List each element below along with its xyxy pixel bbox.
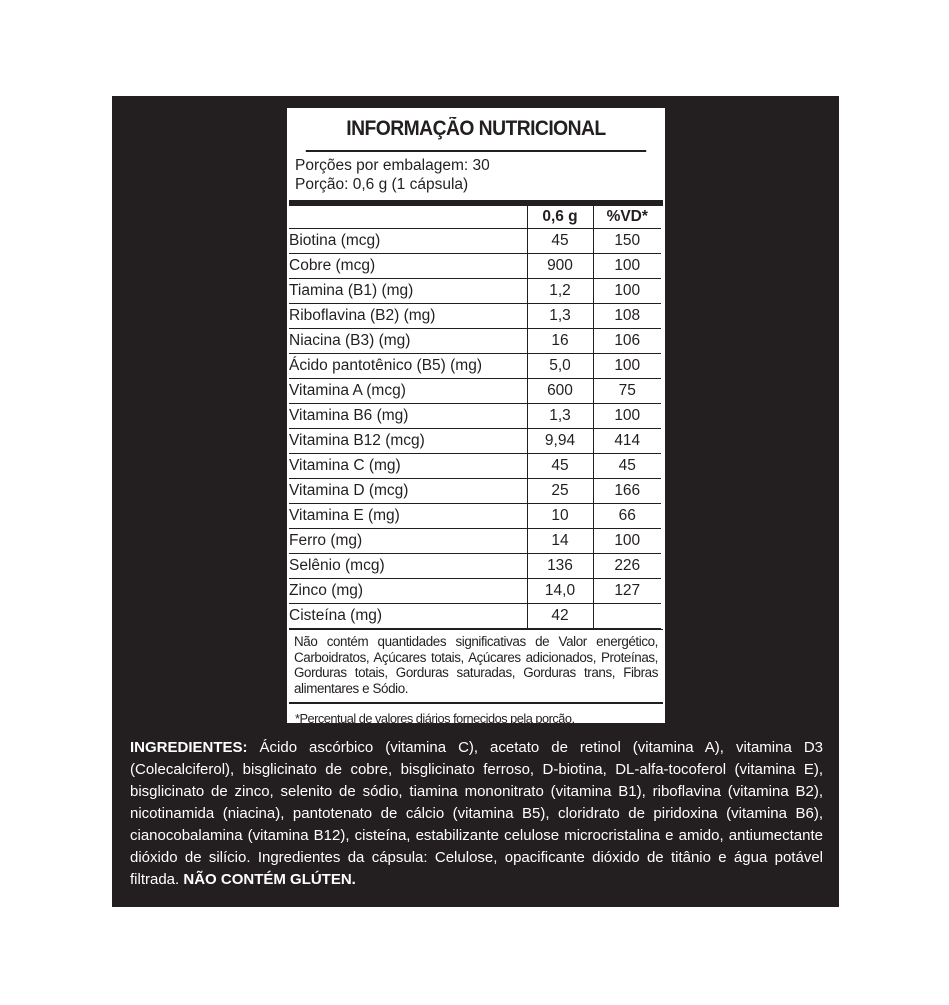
table-row bbox=[289, 554, 661, 579]
nutrient-name: Vitamina B6 (mg) bbox=[289, 404, 527, 429]
nutrient-daily-value: 166 bbox=[593, 479, 661, 504]
nutrient-amount: 14,0 bbox=[527, 579, 593, 604]
nutrient-daily-value: 127 bbox=[593, 579, 661, 604]
table-row bbox=[289, 329, 661, 354]
ingredients-heading: INGREDIENTES: bbox=[130, 739, 248, 756]
nutrient-daily-value: 100 bbox=[593, 354, 661, 379]
nutrient-daily-value: 108 bbox=[593, 304, 661, 329]
ingredients-list: Ácido ascórbico (vitamina C), acetato de retinol (vitamina A), vitamina D3 (Colecalciferol), bisglicinato de cobre, bisglicinato ferroso, D-biotina, DL-alfa-tocoferol (vitamina E), bisglicinato de zinco, selenito de sódio, tiamina mononitrato (vitamina B1), riboflavina (vitamina B2), nicotinamida (niacina), pantotenato de cálcio (vitamina B5), cloridrato de piridoxina (vitamina B6), cianocobalamina (vitamina B12), cisteína, estabilizante celulose microcristalina e amido, antiumectante dióxido de silício. Ingredientes da cápsula: Celulose, opacificante dióxido de titânio e água potável filtrada. bbox=[130, 739, 823, 888]
nutrient-amount: 1,2 bbox=[527, 279, 593, 304]
daily-value-footnote: *Percentual de valores diários fornecidos pela porção. bbox=[295, 711, 575, 726]
nutrient-daily-value: 100 bbox=[593, 254, 661, 279]
serving-size: Porção: 0,6 g (1 cápsula) bbox=[295, 176, 469, 193]
nutrition-table bbox=[289, 206, 661, 629]
nutrient-amount: 900 bbox=[527, 254, 593, 279]
label-title: INFORMAÇÃO NUTRICIONAL bbox=[306, 108, 646, 152]
table-row bbox=[289, 604, 661, 629]
nutrient-name: Vitamina C (mg) bbox=[289, 454, 527, 479]
nutrient-amount: 1,3 bbox=[527, 304, 593, 329]
gluten-warning: NÃO CONTÉM GLÚTEN. bbox=[183, 871, 356, 888]
nutrient-daily-value: 150 bbox=[593, 229, 661, 254]
nutrient-name: Vitamina A (mcg) bbox=[289, 379, 527, 404]
table-row bbox=[289, 304, 661, 329]
nutrient-amount: 14 bbox=[527, 529, 593, 554]
column-header-daily-value: %VD* bbox=[593, 206, 661, 229]
nutrient-name: Vitamina D (mcg) bbox=[289, 479, 527, 504]
nutrient-amount: 42 bbox=[527, 604, 593, 629]
table-row bbox=[289, 529, 661, 554]
table-header-row bbox=[289, 206, 661, 229]
nutrient-name: Zinco (mg) bbox=[289, 579, 527, 604]
nutrient-name: Niacina (B3) (mg) bbox=[289, 329, 527, 354]
nutrient-name: Ácido pantotênico (B5) (mg) bbox=[289, 354, 527, 379]
table-row bbox=[289, 229, 661, 254]
table-row bbox=[289, 379, 661, 404]
nutrient-amount: 9,94 bbox=[527, 429, 593, 454]
nutrient-daily-value: 100 bbox=[593, 404, 661, 429]
nutrient-amount: 16 bbox=[527, 329, 593, 354]
nutrient-daily-value: 414 bbox=[593, 429, 661, 454]
nutrient-name: Riboflavina (B2) (mg) bbox=[289, 304, 527, 329]
nutrient-name: Ferro (mg) bbox=[289, 529, 527, 554]
nutrient-amount: 5,0 bbox=[527, 354, 593, 379]
table-row bbox=[289, 579, 661, 604]
nutrient-name: Tiamina (B1) (mg) bbox=[289, 279, 527, 304]
nutrient-name: Cobre (mcg) bbox=[289, 254, 527, 279]
table-row bbox=[289, 454, 661, 479]
nutrient-amount: 25 bbox=[527, 479, 593, 504]
table-row bbox=[289, 404, 661, 429]
table-row bbox=[289, 354, 661, 379]
table-row bbox=[289, 254, 661, 279]
column-header-amount: 0,6 g bbox=[527, 206, 593, 229]
nutrition-facts-label bbox=[286, 107, 666, 724]
table-row bbox=[289, 504, 661, 529]
nutrient-amount: 1,3 bbox=[527, 404, 593, 429]
column-header-nutrient bbox=[289, 206, 527, 229]
nutrient-amount: 10 bbox=[527, 504, 593, 529]
nutrient-amount: 136 bbox=[527, 554, 593, 579]
nutrient-name: Selênio (mcg) bbox=[289, 554, 527, 579]
nutrient-name: Vitamina B12 (mcg) bbox=[289, 429, 527, 454]
servings-per-package: Porções por embalagem: 30 bbox=[295, 157, 490, 174]
servings-info bbox=[289, 152, 663, 206]
nutrient-daily-value: 100 bbox=[593, 279, 661, 304]
nutrient-amount: 45 bbox=[527, 454, 593, 479]
nutrient-name: Biotina (mcg) bbox=[289, 229, 527, 254]
nutrient-daily-value: 45 bbox=[593, 454, 661, 479]
nutrient-daily-value: 106 bbox=[593, 329, 661, 354]
nutrient-daily-value: 226 bbox=[593, 554, 661, 579]
nutrient-daily-value: 75 bbox=[593, 379, 661, 404]
nutrient-daily-value bbox=[593, 604, 661, 629]
nutrient-name: Vitamina E (mg) bbox=[289, 504, 527, 529]
nutrient-amount: 600 bbox=[527, 379, 593, 404]
nutrient-amount: 45 bbox=[527, 229, 593, 254]
table-row bbox=[289, 279, 661, 304]
table-row bbox=[289, 479, 661, 504]
nutrient-daily-value: 100 bbox=[593, 529, 661, 554]
ingredients-paragraph bbox=[130, 737, 823, 891]
table-row bbox=[289, 429, 661, 454]
nutrient-daily-value: 66 bbox=[593, 504, 661, 529]
nutrient-name: Cisteína (mg) bbox=[289, 604, 527, 629]
not-significant-notice: Não contém quantidades significativas de Valor energético, Carboidratos, Açúcares totais, Açúcares adicionados, Proteínas, Gorduras totais, Gorduras saturadas, Gorduras trans, Fibras alimentares e Sódio. bbox=[289, 629, 663, 704]
